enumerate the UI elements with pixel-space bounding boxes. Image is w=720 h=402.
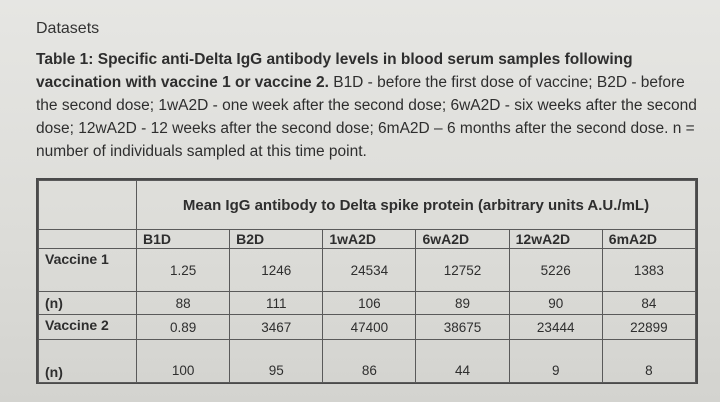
table-cell: 12752 — [416, 249, 509, 292]
column-header: B2D — [230, 230, 323, 249]
table-cell: 24534 — [323, 249, 416, 292]
table-cell: 9 — [509, 340, 602, 383]
table-cell: 1.25 — [137, 249, 230, 292]
column-header: 1wA2D — [323, 230, 416, 249]
table-cell: 23444 — [509, 315, 602, 340]
table-cell: 90 — [509, 292, 602, 315]
table-cell: 1246 — [230, 249, 323, 292]
table-corner-cell — [39, 181, 137, 230]
table-cell: 3467 — [230, 315, 323, 340]
table-cell: 47400 — [323, 315, 416, 340]
table-cell: 88 — [137, 292, 230, 315]
column-header: B1D — [137, 230, 230, 249]
table-cell: 89 — [416, 292, 509, 315]
row-label: Vaccine 2 — [39, 315, 137, 340]
table-cell: 111 — [230, 292, 323, 315]
column-header: 12wA2D — [509, 230, 602, 249]
table-cell: 0.89 — [137, 315, 230, 340]
row-label: Vaccine 1 — [39, 249, 137, 292]
row-label: (n) — [39, 292, 137, 315]
table-cell: 38675 — [416, 315, 509, 340]
table-cell: 1383 — [602, 249, 695, 292]
table-cell: 86 — [323, 340, 416, 383]
header-empty-cell — [39, 230, 137, 249]
table-cell: 95 — [230, 340, 323, 383]
table-row — [39, 340, 696, 383]
row-label: (n) — [39, 340, 137, 383]
table-row — [39, 315, 696, 340]
data-table — [36, 178, 698, 384]
caption-label: Table 1: Specific anti-Delta IgG antibody levels in blood serum samples following vaccination with vaccine 1 or vaccine 2. — [36, 51, 633, 91]
table-caption — [36, 48, 706, 163]
table-cell: 5226 — [509, 249, 602, 292]
table-cell: 22899 — [602, 315, 695, 340]
column-header: 6wA2D — [416, 230, 509, 249]
column-header: 6mA2D — [602, 230, 695, 249]
table-cell: 100 — [137, 340, 230, 383]
section-heading: Datasets — [36, 20, 100, 37]
caption-text: B1D - before the first dose of vaccine; B2D - before the second dose; 1wA2D - one week after the second dose; 6wA2D - six weeks after the second dose; 12wA2D - 12 weeks after the second dose; 6mA2D – 6 months after the second dose. n = number of individuals sampled at this time point. — [36, 74, 697, 160]
table-row — [39, 292, 696, 315]
table-title: Mean IgG antibody to Delta spike protein (arbitrary units A.U./mL) — [137, 181, 696, 230]
table-cell: 84 — [602, 292, 695, 315]
table-cell: 8 — [602, 340, 695, 383]
table-cell: 44 — [416, 340, 509, 383]
table-cell: 106 — [323, 292, 416, 315]
table-row — [39, 249, 696, 292]
